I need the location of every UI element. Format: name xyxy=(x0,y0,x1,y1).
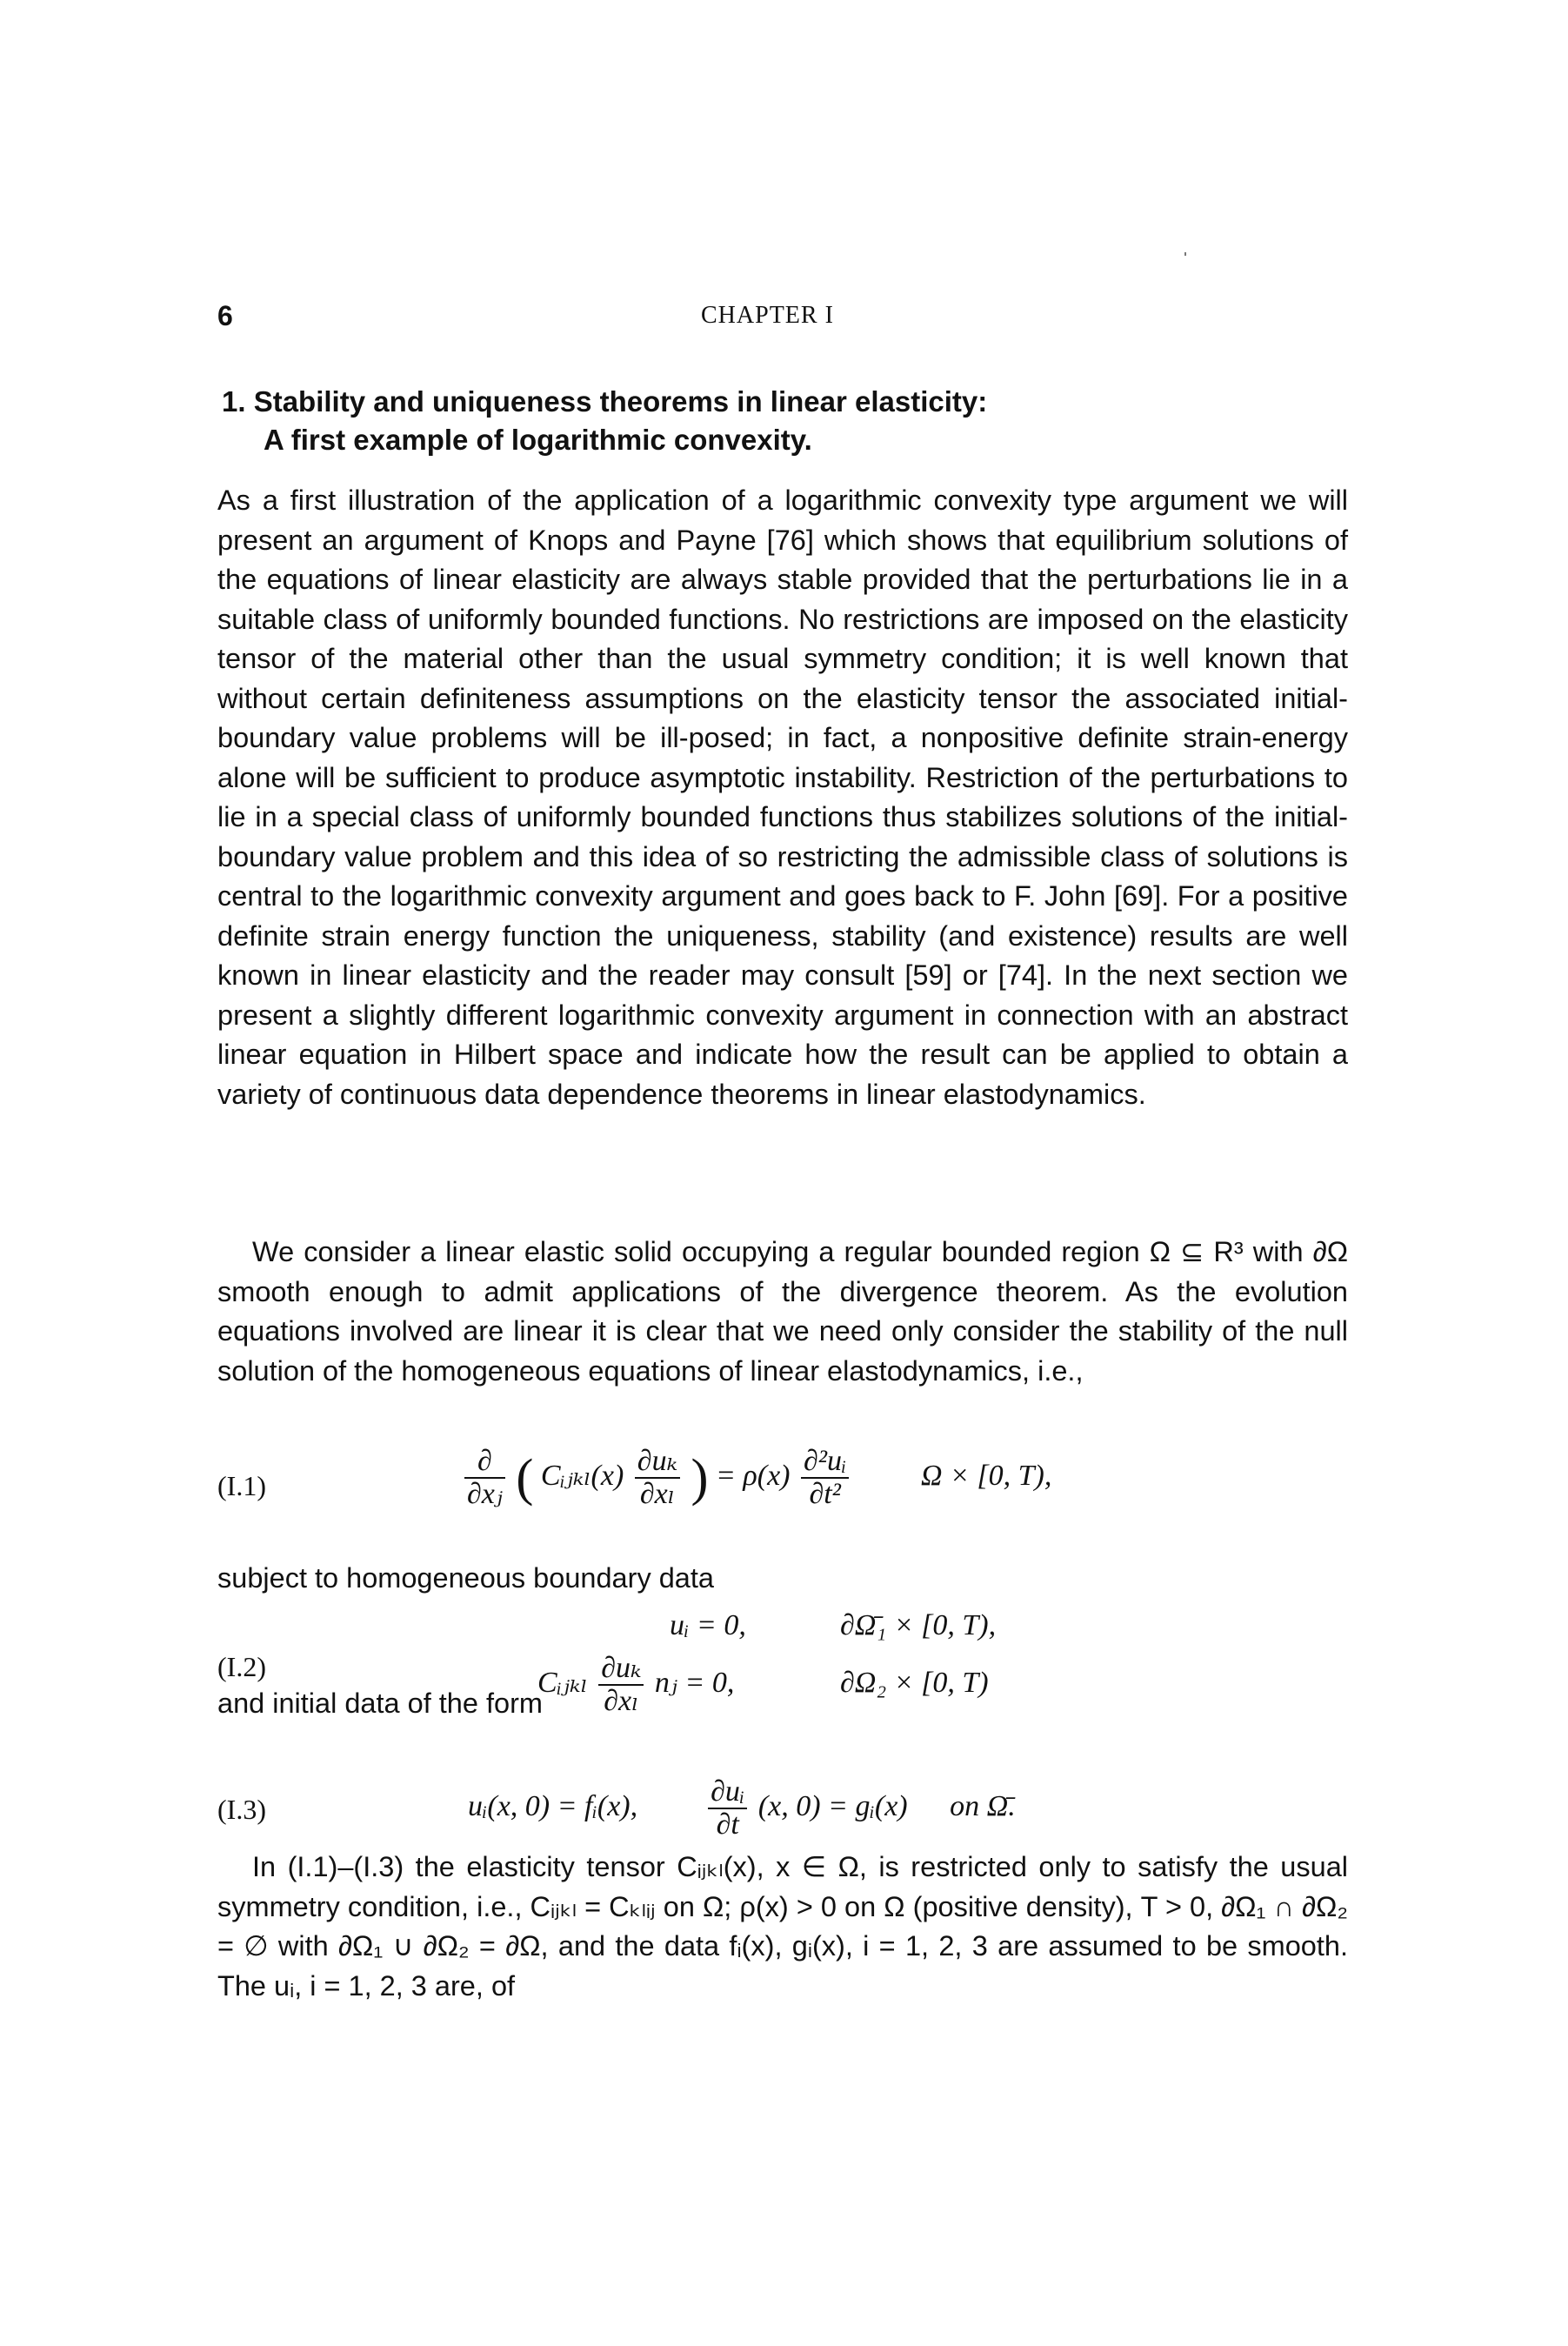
paragraph-text: We consider a linear elastic solid occupying a regular bounded region Ω ⊆ R³ with ∂Ω smooth enough to admit applications of the divergence theorem. As the evolution equations involved are linear it is clear that we need only consider the stability of the null solution of the homogeneous equations of linear elastodynamics, i.e., xyxy=(217,1236,1348,1387)
initial-displacement: uᵢ(x, 0) = fᵢ(x), xyxy=(468,1789,638,1822)
equation-domain: Ω × [0, T), xyxy=(920,1459,1052,1492)
equation-line1-domain xyxy=(840,1609,996,1642)
equation-label: (I.3) xyxy=(217,1794,266,1825)
paragraph-conditions xyxy=(217,1848,1348,2006)
text-boundary-intro xyxy=(217,1559,1348,1599)
equation-domain: on Ω̄. xyxy=(950,1789,1016,1822)
text-initial-intro xyxy=(217,1684,1348,1724)
chapter-title: CHAPTER I xyxy=(701,302,834,329)
acceleration-term: $\frac{\text{∂²uᵢ}}{\text{∂t²}}$ xyxy=(801,1446,849,1510)
elasticity-coefficient: Cᵢⱼₖₗ(x) xyxy=(540,1459,624,1492)
boundary-condition-displacement: uᵢ = 0, xyxy=(670,1609,746,1641)
equation-label: (I.1) xyxy=(217,1470,266,1501)
boundary-domain-2: ∂Ω₂ × [0, T) xyxy=(840,1667,989,1699)
paragraph-text: In (I.1)–(I.3) the elasticity tensor Cᵢⱼₖₗ(x), x ∈ Ω, is restricted only to satisfy the usual symmetry condition, i.e., Cᵢⱼₖₗ = Cₖₗᵢⱼ on Ω; ρ(x) > 0 on Ω (positive density), T > 0, ∂Ω₁ ∩ ∂Ω₂ = ∅ with ∂Ω₁ ∪ ∂Ω₂ = ∂Ω, and the data fᵢ(x), gᵢ(x), i = 1, 2, 3 are assumed to be smooth. The uᵢ, i = 1, 2, 3 are, of xyxy=(217,1851,1348,2002)
displacement-gradient: $\frac{\text{∂uₖ}}{\text{∂xₗ}}$ xyxy=(598,1653,644,1717)
derivative-operator: $\frac{\partial}{\text{∂xⱼ}}$ xyxy=(464,1446,505,1510)
equation-1-3 xyxy=(217,1775,1348,1841)
section-heading xyxy=(222,383,1370,459)
paragraph-text: subject to homogeneous boundary data xyxy=(217,1562,714,1594)
equation-rhs: = ρ(x) xyxy=(715,1459,791,1492)
page-number: 6 xyxy=(217,300,233,331)
paragraph-setup xyxy=(217,1233,1348,1391)
initial-velocity: (x, 0) = gᵢ(x) xyxy=(757,1789,908,1822)
left-paren: ( xyxy=(516,1448,534,1507)
initial-velocity-derivative: $\frac{\text{∂uᵢ}}{\partial t}$ xyxy=(708,1776,747,1841)
running-head xyxy=(217,300,1339,344)
equation-body xyxy=(461,1446,1051,1510)
page-mark xyxy=(1184,252,1186,256)
boundary-condition-traction: nⱼ = 0, xyxy=(654,1666,735,1699)
equation-label: (I.2) xyxy=(217,1651,266,1682)
section-heading-line2: A first example of logarithmic convexity. xyxy=(264,424,812,456)
equation-line1 xyxy=(670,1609,746,1642)
equation-body xyxy=(468,1776,1016,1841)
paragraph-text: and initial data of the form xyxy=(217,1688,543,1719)
right-paren: ) xyxy=(691,1448,709,1507)
equation-1-1 xyxy=(217,1446,1348,1533)
paragraph-text: As a first illustration of the application of a logarithmic convexity type argument we will present an argument of Knops and Payne [76] which shows that equilibrium solutions of the equations of linear elasticity are always stable provided that the perturbations lie in a suitable class of uniformly bounded functions. No restrictions are imposed on the elasticity tensor of the material other than the usual symmetry condition; it is well known that without certain definiteness assumptions on the elasticity tensor the associated initial-boundary value problems will be ill-posed; in fact, a nonpositive definite strain-energy alone will be sufficient to produce asymptotic instability. Restriction of the perturbations to lie in a special class of uniformly bounded functions thus stabilizes solutions of the initial-boundary value problem and this idea of so restricting the admissible class of solutions is central to the logarithmic convexity argument and goes back to F. John [69]. For a positive definite strain energy function the uniqueness, stability (and existence) results are well known in linear elasticity and the reader may consult [59] or [74]. In the next section we present a slightly different logarithmic convexity argument in connection with an abstract linear equation in Hilbert space and indicate how the result can be applied to obtain a variety of continuous data dependence theorems in linear elastodynamics. xyxy=(217,485,1348,1110)
paragraph-intro xyxy=(217,481,1348,1114)
boundary-domain-1: ∂Ω̄₁ × [0, T), xyxy=(840,1609,997,1641)
elasticity-coefficient: Cᵢⱼₖₗ xyxy=(537,1666,588,1699)
section-heading-line1: 1. Stability and uniqueness theorems in linear elasticity: xyxy=(222,385,988,418)
displacement-gradient: $\frac{\text{∂uₖ}}{\text{∂xₗ}}$ xyxy=(635,1446,680,1510)
